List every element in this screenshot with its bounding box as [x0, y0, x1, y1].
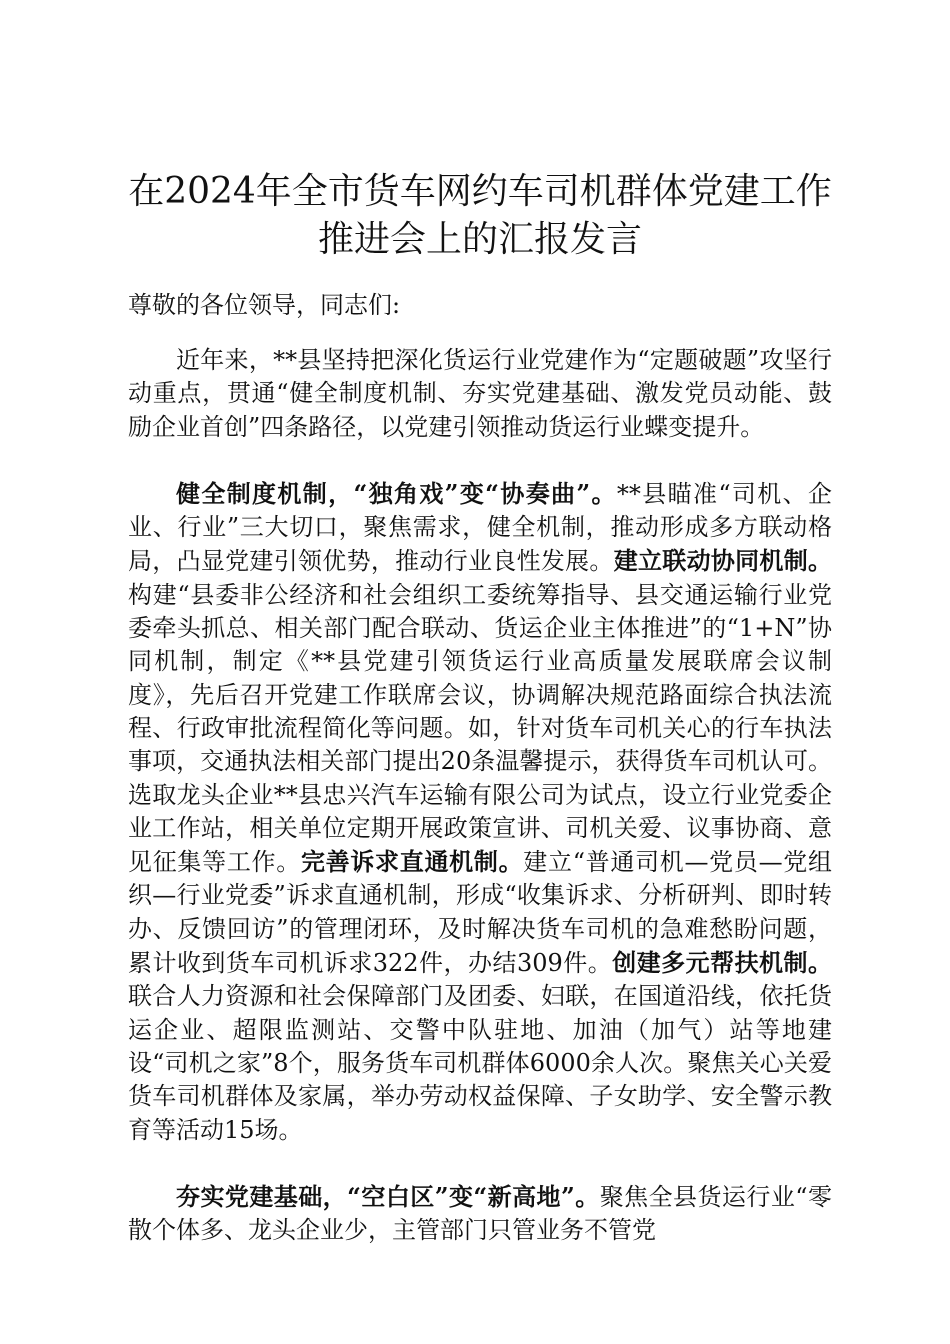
- section-2-heading: 夯实党建基础，“空白区”变“新高地”。: [176, 1181, 600, 1211]
- section-1-subheading-3: 创建多元帮扶机制。: [612, 948, 832, 978]
- section-1-text-4: 联合人力资源和社会保障部门及团委、妇联，在国道沿线，依托货运企业、超限监测站、交警中队驻地、加油（加气）站等地建设“司机之家”8个，服务货车司机群体6000余人次。聚焦关心关爱货车司机群体及家属，举办劳动权益保障、子女助学、安全警示教育等活动15场。: [128, 982, 832, 1144]
- section-1-subheading-1: 建立联动协同机制。: [613, 546, 833, 576]
- section-1-text-1: **县瞄准“司机、企业、行业”三大切口，聚焦需求，健全机制，推动形成多方联动格局，凸显党建引领优势，推动行业良性发展。: [128, 479, 832, 576]
- title-line-1: 在2024年全市货车网约车司机群体党建工作: [128, 171, 832, 212]
- section-1-heading: 健全制度机制，“独角戏”变“协奏曲”。: [176, 478, 617, 508]
- section-2-paragraph: [128, 1180, 832, 1248]
- intro-paragraph: 近年来，**县坚持把深化货运行业党建作为“定题破题”攻坚行动重点，贯通“健全制度机制、夯实党建基础、激发党员动能、鼓励企业首创”四条路径，以党建引领推动货运行业蝶变提升。: [128, 346, 832, 441]
- salutation: 尊敬的各位领导，同志们:: [128, 291, 401, 319]
- section-1-paragraph: [128, 477, 832, 1147]
- section-1-subheading-2: 完善诉求直通机制。: [300, 847, 524, 877]
- section-2-text-1: 聚焦全县货运行业“零散个体多、龙头企业少，主管部门只管业务不管党: [128, 1182, 832, 1245]
- title-line-2: 推进会上的汇报发言: [317, 219, 642, 260]
- document-title: [118, 168, 842, 264]
- section-1-text-2: 构建“县委非公经济和社会组织工委统筹指导、县交通运输行业党委牵头抓总、相关部门配合联动、货运企业主体推进”的“1+N”协同机制，制定《**县党建引领货运行业高质量发展联席会议制度》，先后召开党建工作联席会议，协调解决规范路面综合执法流程、行政审批流程简化等问题。如，针对货车司机关心的行车执法事项，交通执法相关部门提出20条温馨提示，获得货车司机认可。选取龙头企业**县忠兴汽车运输有限公司为试点，设立行业党委企业工作站，相关单位定期开展政策宣讲、司机关爱、议事协商、意见征集等工作。: [128, 580, 832, 877]
- section-1-text-3: 建立“普通司机—党员—党组织—行业党委”诉求直通机制，形成“收集诉求、分析研判、即时转办、反馈回访”的管理闭环，及时解决货车司机的急难愁盼问题，累计收到货车司机诉求322件，办结309件。: [128, 848, 833, 978]
